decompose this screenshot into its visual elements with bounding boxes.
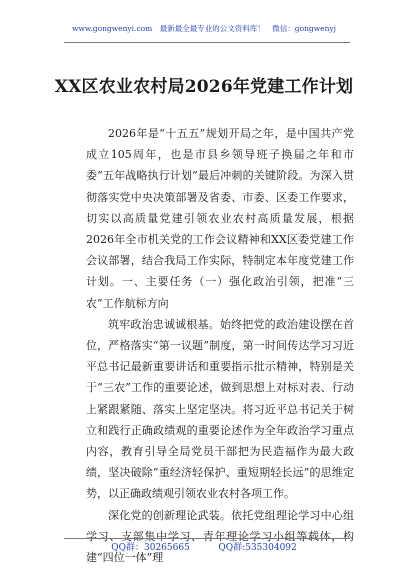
document-body xyxy=(86,123,354,568)
header-banner: www.gongwenyi.com 最新最全最专业的公文资料库！ 微信：gongwenyj xyxy=(72,24,336,33)
document-title: XX区农业农村局2026年党建工作计划 xyxy=(54,77,354,97)
body-paragraph: 筑牢政治忠诚诚根基。始终把党的政治建设摆在首位，严格落实“第一议题”制度，第一时间传达学习习近平总书记最新重要讲话和重要指示批示精神，特别是关于“三农”工作的重要论述，做到思想上对标对表、行动上紧跟紧随、落实上坚定坚决。将习近平总书记关于树立和践行正确政绩观的重要论述作为全年政治学习重点内容，教育引导全局党员干部把为民造福作为最大政绩，坚决破除“重经济轻保护、重短期轻长远”的思维定势，以正确政绩观引领农业农村各项工作。 xyxy=(86,317,354,501)
footer-contact: QQ群：30265665 QQ群:535304092 xyxy=(111,543,297,553)
body-paragraph: 深化党的创新理论武装。依托党组理论学习中心组学习、支部集中学习、青年理论学习小组等载体，构建“四位一体”理 xyxy=(86,508,354,565)
body-paragraph: 2026年是“十五五”规划开局之年，是中国共产党成立105周年，也是市县乡领导班子换届之年和市委“五年战略执行计划”最后冲刺的关键阶段。为深入贯彻落实党中央决策部署及省委、市委、区委工作要求，切实以高质量党建引领农业农村高质量发展，根据2026年全市机关党的工作会议精神和XX区委党建工作会议部署，结合我局工作实际，特制定本年度党建工作计划。一、主要任务（一）强化政治引领，把准“三农”工作航标方向 xyxy=(86,127,354,310)
header-divider xyxy=(64,42,350,43)
footer-divider xyxy=(64,538,350,539)
